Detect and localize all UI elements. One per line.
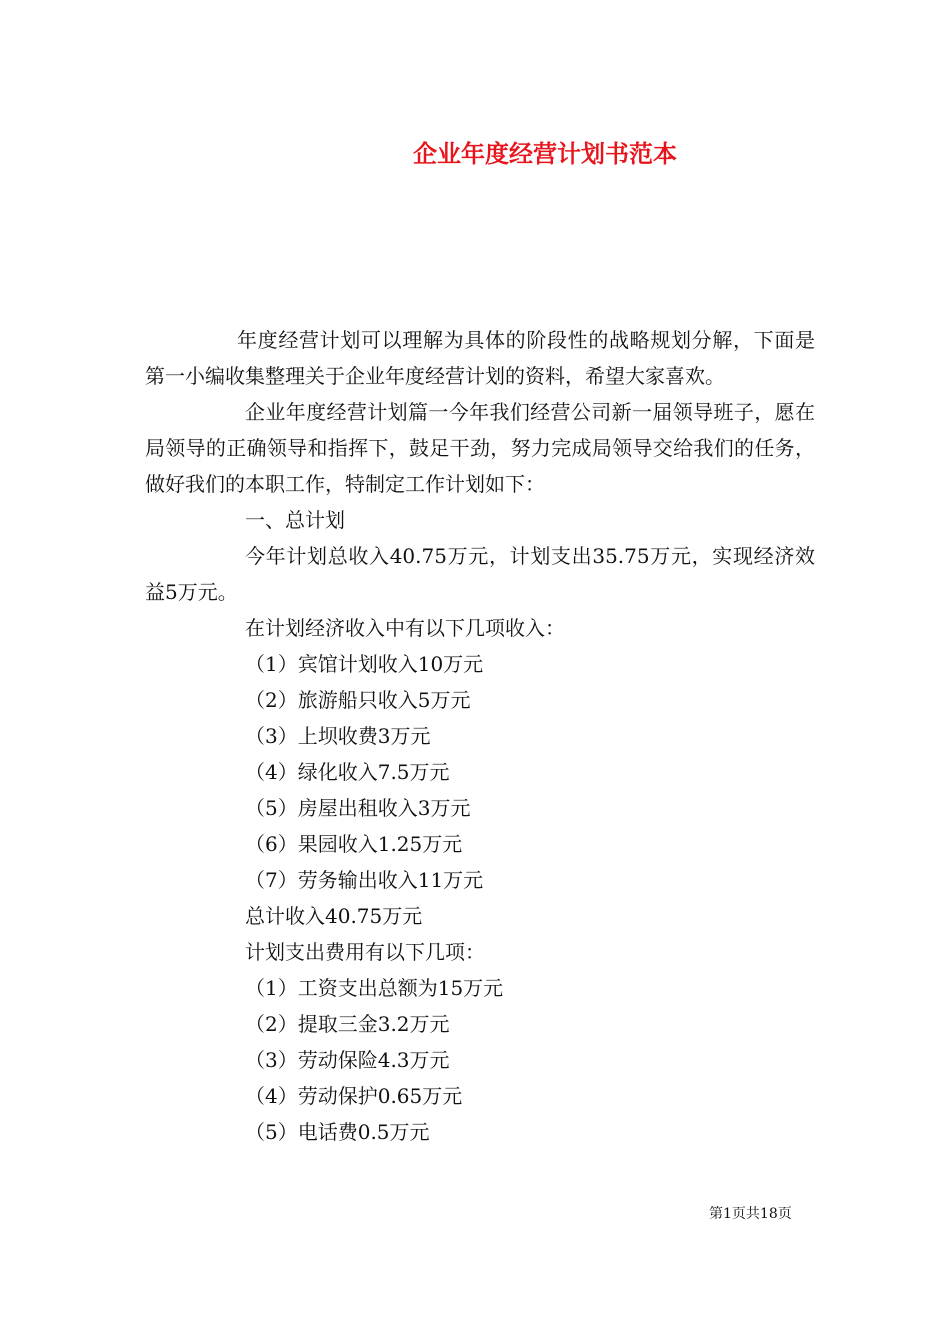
expense-item: （2）提取三金3.2万元 [245,1012,450,1036]
expense-item: （3）劳动保险4.3万元 [245,1048,450,1072]
income-item: （7）劳务输出收入11万元 [245,868,484,892]
expense-item: （4）劳动保护0.65万元 [245,1084,463,1108]
plan-paragraph: 企业年度经营计划篇一今年我们经营公司新一届领导班子，愿在局领导的正确领导和指挥下，鼓足干劲，努力完成局领导交给我们的任务，做好我们的本职工作，特制定工作计划如下： [145,400,815,496]
section-heading: 一、总计划 [245,508,345,532]
income-item: （3）上坝收费3万元 [245,724,431,748]
income-item: （6）果园收入1.25万元 [245,832,463,856]
income-item: （5）房屋出租收入3万元 [245,796,471,820]
page-number: 第1页共18页 [709,1206,792,1222]
expense-item: （5）电话费0.5万元 [245,1120,430,1144]
document-title: 企业年度经营计划书范本 [413,139,677,168]
document-body [145,322,815,1150]
expense-item: （1）工资支出总额为15万元 [245,976,504,1000]
income-item: （4）绿化收入7.5万元 [245,760,450,784]
expense-intro: 计划支出费用有以下几项： [245,940,485,964]
income-item: （1）宾馆计划收入10万元 [245,652,484,676]
plan-summary: 今年计划总收入40.75万元，计划支出35.75万元，实现经济效益5万元。 [145,544,815,604]
income-item: （2）旅游船只收入5万元 [245,688,471,712]
income-intro: 在计划经济收入中有以下几项收入： [245,616,565,640]
income-total: 总计收入40.75万元 [245,904,423,928]
intro-paragraph: 年度经营计划可以理解为具体的阶段性的战略规划分解，下面是第一小编收集整理关于企业年度经营计划的资料，希望大家喜欢。 [145,328,815,388]
